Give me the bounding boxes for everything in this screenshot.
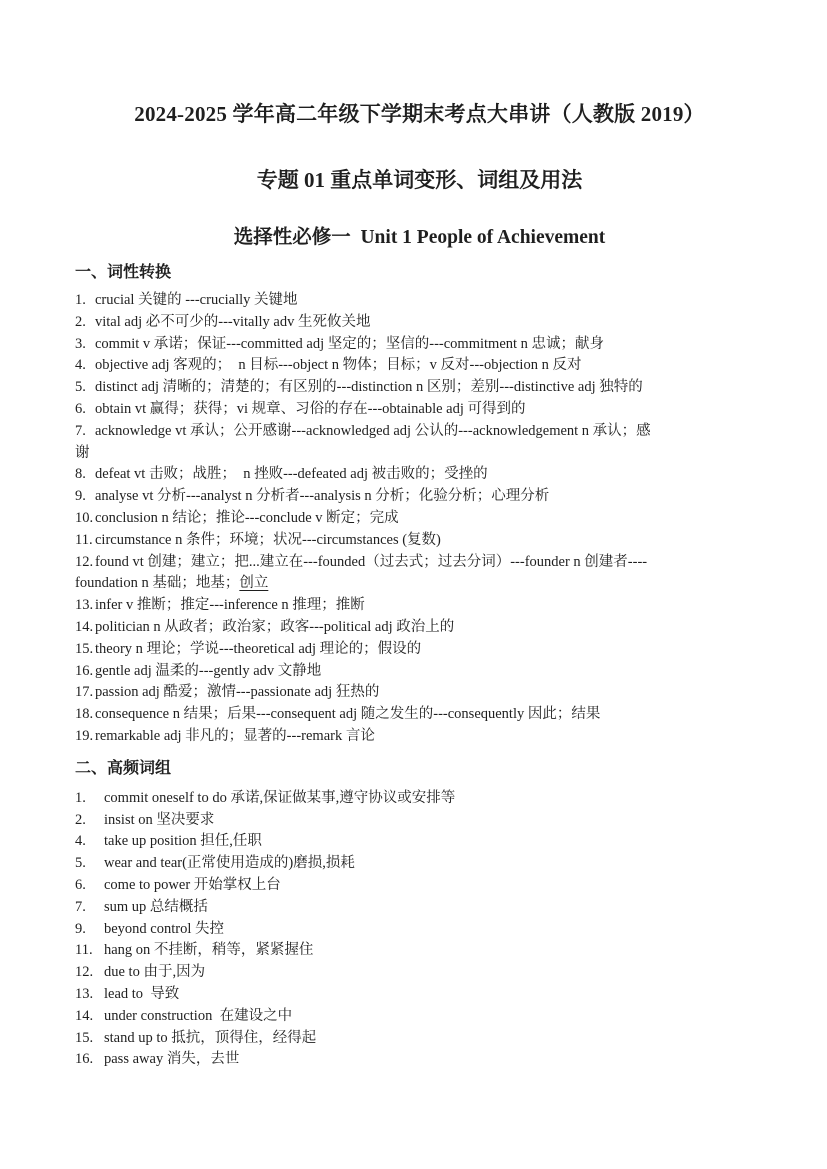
item-text: hang on 不挂断，稍等，紧紧握住 xyxy=(104,942,314,959)
list-item xyxy=(75,421,764,465)
item-text: beyond control 失控 xyxy=(104,920,225,937)
item-number: 12. xyxy=(75,964,94,981)
item-number: 13. xyxy=(75,597,94,614)
item-number: 1. xyxy=(75,789,86,806)
item-text: gentle adj 温柔的---gently adv 文静地 xyxy=(95,662,322,679)
item-number: 13. xyxy=(75,985,94,1002)
item-text-continuation xyxy=(75,443,764,465)
list-item xyxy=(75,1006,764,1028)
item-number: 8. xyxy=(75,466,86,483)
list-item xyxy=(75,1028,764,1050)
list-item xyxy=(75,399,764,421)
item-number: 9. xyxy=(75,920,86,937)
item-text: found vt 创建；建立；把...建立在---founded（过去式；过去分词）---founder n 创建者---- xyxy=(95,553,648,570)
item-text: pass away 消失，去世 xyxy=(104,1051,240,1068)
item-number: 12. xyxy=(75,553,94,570)
item-text: consequence n 结果；后果---consequent adj 随之发生的---consequently 因此；结果 xyxy=(95,706,601,723)
item-number: 19. xyxy=(75,727,94,744)
section-word-transformation xyxy=(75,262,764,748)
item-text: remarkable adj 非凡的；显著的---remark 言论 xyxy=(95,727,375,744)
list-item xyxy=(75,617,764,639)
list-item xyxy=(75,897,764,919)
item-text: vital adj 必不可少的---vitally adv 生死攸关地 xyxy=(95,313,371,330)
item-text: infer v 推断；推定---inference n 推理；推断 xyxy=(95,597,365,614)
list-item xyxy=(75,661,764,683)
item-text: analyse vt 分析---analyst n 分析者---analysis n 分析；化验分析；心理分析 xyxy=(95,488,550,505)
list-item xyxy=(75,355,764,377)
item-text: distinct adj 清晰的；清楚的；有区别的---distinction n 区别；差别---distinctive adj 独特的 xyxy=(95,379,643,396)
item-text: passion adj 酷爱；激情---passionate adj 狂热的 xyxy=(95,684,380,701)
item-number: 16. xyxy=(75,1051,94,1068)
word-transformation-list xyxy=(75,290,764,748)
list-item xyxy=(75,919,764,941)
list-item xyxy=(75,508,764,530)
list-item xyxy=(75,853,764,875)
item-text: politician n 从政者；政治家；政客---political adj 政治上的 xyxy=(95,618,455,635)
item-text: defeat vt 击败；战胜； n 挫败---defeated adj 被击败的；受挫的 xyxy=(95,466,488,483)
list-item xyxy=(75,639,764,661)
list-item xyxy=(75,1049,764,1071)
item-number: 5. xyxy=(75,855,86,872)
item-number: 7. xyxy=(75,898,86,915)
list-item xyxy=(75,704,764,726)
list-item xyxy=(75,464,764,486)
list-item xyxy=(75,726,764,748)
list-item xyxy=(75,962,764,984)
list-item xyxy=(75,486,764,508)
list-item xyxy=(75,377,764,399)
item-text: foundation n 基础；地基； xyxy=(75,575,240,592)
item-text-underlined: 创立 xyxy=(239,575,269,592)
item-number: 5. xyxy=(75,379,86,396)
list-item xyxy=(75,595,764,617)
item-text: commit oneself to do 承诺,保证做某事,遵守协议或安排等 xyxy=(104,789,456,806)
item-text-continuation xyxy=(75,573,764,595)
doc-subtitle: 专题 01 重点单词变形、词组及用法 xyxy=(256,168,583,192)
list-item xyxy=(75,552,764,596)
item-number: 9. xyxy=(75,488,86,505)
item-text: commit v 承诺；保证---committed adj 坚定的；坚信的---commitment n 忠诚；献身 xyxy=(95,335,605,352)
list-item xyxy=(75,682,764,704)
section-heading-word-transformation: 一、词性转换 xyxy=(75,264,172,281)
item-number: 2. xyxy=(75,313,86,330)
item-text: objective adj 客观的； n 目标---object n 物体；目标；v 反对---objection n 反对 xyxy=(95,357,582,374)
item-number: 10. xyxy=(75,509,94,526)
frequent-phrases-list xyxy=(75,788,764,1071)
list-item xyxy=(75,290,764,312)
item-number: 3. xyxy=(75,335,86,352)
list-item xyxy=(75,788,764,810)
item-number: 7. xyxy=(75,422,86,439)
list-item xyxy=(75,334,764,356)
item-number: 16. xyxy=(75,662,94,679)
item-number: 11. xyxy=(75,942,93,959)
item-text: come to power 开始掌权上台 xyxy=(104,876,281,893)
item-number: 2. xyxy=(75,811,86,828)
item-text: insist on 坚决要求 xyxy=(104,811,215,828)
item-number: 1. xyxy=(75,292,86,308)
item-text: due to 由于,因为 xyxy=(104,964,206,981)
list-item xyxy=(75,831,764,853)
list-item xyxy=(75,875,764,897)
item-text: obtain vt 赢得；获得；vi 规章、习俗的存在---obtainable adj 可得到的 xyxy=(95,400,526,417)
unit-heading: 选择性必修一 Unit 1 People of Achievement xyxy=(233,227,606,248)
item-text: wear and tear(正常使用造成的)磨损,损耗 xyxy=(104,855,355,872)
item-text: acknowledge vt 承认；公开感谢---acknowledged adj 公认的---acknowledgement n 承认；感 xyxy=(95,422,651,439)
item-number: 6. xyxy=(75,876,86,893)
item-number: 14. xyxy=(75,1007,94,1024)
item-text: under construction 在建设之中 xyxy=(104,1007,293,1024)
item-number: 18. xyxy=(75,706,94,723)
item-text: take up position 担任,任职 xyxy=(104,833,262,850)
item-number: 15. xyxy=(75,1029,94,1046)
item-text: 谢 xyxy=(75,444,90,461)
item-text: crucial 关键的 ---crucially 关键地 xyxy=(95,292,298,308)
item-number: 17. xyxy=(75,684,94,701)
item-text: sum up 总结概括 xyxy=(104,898,208,915)
list-item xyxy=(75,530,764,552)
item-text: conclusion n 结论；推论---conclude v 断定；完成 xyxy=(95,509,399,526)
item-text: stand up to 抵抗，顶得住，经得起 xyxy=(104,1029,317,1046)
list-item xyxy=(75,312,764,334)
doc-title: 2024-2025 学年高二年级下学期末考点大串讲（人教版 2019） xyxy=(134,102,705,126)
list-item xyxy=(75,810,764,832)
item-text: lead to 导致 xyxy=(104,985,180,1002)
item-number: 15. xyxy=(75,640,94,657)
item-text: circumstance n 条件；环境；状况---circumstances (复数) xyxy=(95,531,441,548)
item-number: 6. xyxy=(75,400,86,417)
item-number: 14. xyxy=(75,618,94,635)
item-text: theory n 理论；学说---theoretical adj 理论的；假设的 xyxy=(95,640,422,657)
item-number: 4. xyxy=(75,357,86,374)
list-item xyxy=(75,984,764,1006)
section-frequent-phrases xyxy=(75,758,764,1071)
section-heading-frequent-phrases: 二、高频词组 xyxy=(75,759,172,777)
item-number: 11. xyxy=(75,531,93,548)
list-item xyxy=(75,940,764,962)
item-number: 4. xyxy=(75,833,86,850)
